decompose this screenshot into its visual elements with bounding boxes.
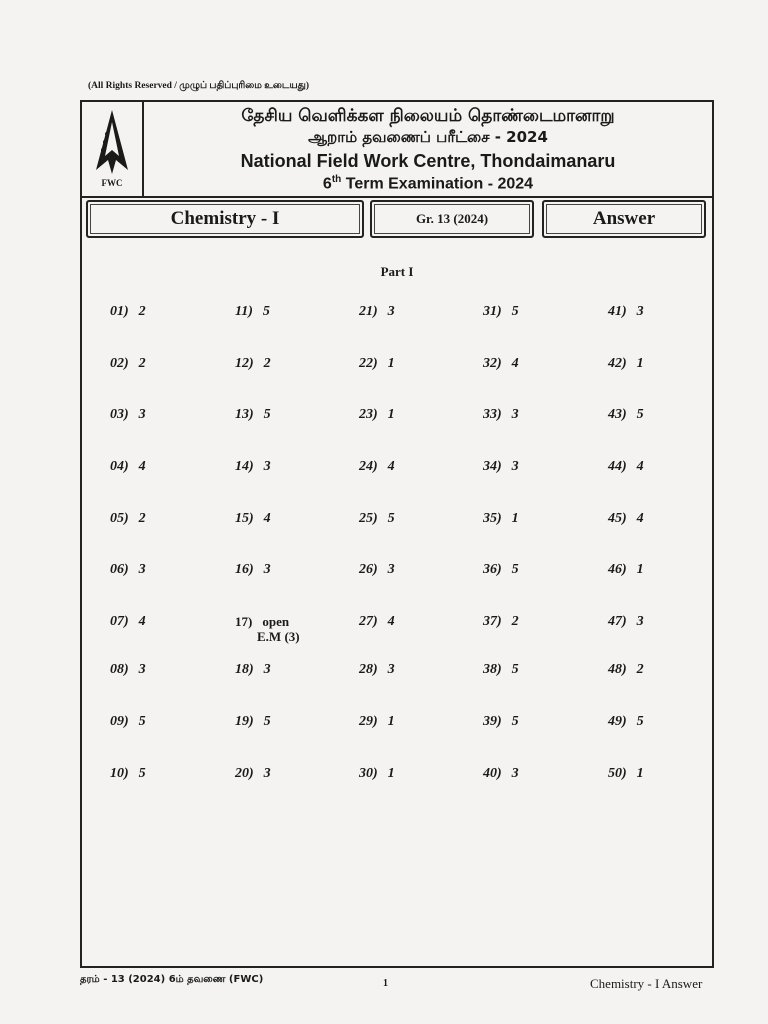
answer-item <box>359 766 395 782</box>
answer-value: 4 <box>636 511 644 526</box>
question-number: 47) <box>608 614 627 629</box>
answer-note: E.M (3) <box>257 629 300 644</box>
answer-value: 4 <box>138 614 146 629</box>
answer-item <box>483 562 519 578</box>
question-number: 40) <box>483 766 502 781</box>
answer-item <box>235 662 271 678</box>
answer-item <box>359 356 395 372</box>
logo-text: FWC <box>101 178 123 188</box>
question-number: 28) <box>359 662 378 677</box>
answer-item <box>483 714 519 730</box>
exam-sup: th <box>331 174 342 185</box>
question-number: 11) <box>235 304 253 319</box>
answer-value: 3 <box>387 304 395 319</box>
answer-item <box>359 562 395 578</box>
answer-value: 5 <box>387 511 395 526</box>
answer-item <box>110 511 146 527</box>
question-number: 12) <box>235 356 254 371</box>
question-number: 09) <box>110 714 129 729</box>
answer-item <box>235 356 271 372</box>
answer-value: 4 <box>511 356 519 371</box>
answer-item <box>608 407 644 423</box>
answer-item <box>359 304 395 320</box>
answer-value: 3 <box>387 662 395 677</box>
header <box>82 102 712 198</box>
question-number: 45) <box>608 511 627 526</box>
answer-value: 3 <box>511 766 519 781</box>
answer-item <box>483 356 519 372</box>
answer-item <box>483 662 519 678</box>
question-number: 36) <box>483 562 502 577</box>
question-number: 50) <box>608 766 627 781</box>
answer-value: 1 <box>636 766 644 781</box>
question-number: 02) <box>110 356 129 371</box>
question-number: 39) <box>483 714 502 729</box>
answer-value: 2 <box>511 614 519 629</box>
answer-value: 1 <box>387 356 395 371</box>
exam-title-line <box>144 174 712 193</box>
rights-notice: (All Rights Reserved / முழுப் பதிப்புரிமை உடையது) <box>88 81 309 91</box>
question-number: 04) <box>110 459 129 474</box>
question-number: 25) <box>359 511 378 526</box>
question-number: 22) <box>359 356 378 371</box>
answer-item <box>235 614 300 644</box>
question-number: 13) <box>235 407 254 422</box>
question-number: 34) <box>483 459 502 474</box>
answer-value: 3 <box>138 562 146 577</box>
answer-item <box>110 614 146 630</box>
question-number: 27) <box>359 614 378 629</box>
answer-value: 5 <box>511 304 519 319</box>
answer-item <box>608 511 644 527</box>
answer-item <box>235 511 271 527</box>
question-number: 48) <box>608 662 627 677</box>
answer-value: 1 <box>387 714 395 729</box>
question-number: 19) <box>235 714 254 729</box>
question-number: 35) <box>483 511 502 526</box>
answer-value: 5 <box>263 407 271 422</box>
question-number: 23) <box>359 407 378 422</box>
answer-value: 4 <box>138 459 146 474</box>
answer-value: 5 <box>138 766 146 781</box>
answer-item <box>110 407 146 423</box>
answer-value: 5 <box>511 714 519 729</box>
tamil-title: தேசிய வெளிக்கள நிலையம் தொண்டைமானாறு <box>241 106 615 126</box>
question-number: 31) <box>483 304 502 319</box>
footer-right: Chemistry - I Answer <box>590 976 703 991</box>
english-title: National Field Work Centre, Thondaimanaru <box>240 151 616 171</box>
answer-item <box>359 614 395 630</box>
question-number: 37) <box>483 614 502 629</box>
answer-value: 4 <box>387 459 395 474</box>
question-number: 26) <box>359 562 378 577</box>
answer-item <box>483 511 519 527</box>
question-number: 21) <box>359 304 378 319</box>
logo-cell <box>82 102 144 196</box>
answer-value: 3 <box>511 407 519 422</box>
tamil-subtitle: ஆறாம் தவணைப் பரீட்சை - 2024 <box>308 128 548 146</box>
answer-item <box>110 714 146 730</box>
answer-item <box>608 714 644 730</box>
answer-value: 2 <box>636 662 644 677</box>
answer-item <box>483 407 519 423</box>
question-number: 07) <box>110 614 129 629</box>
question-number: 03) <box>110 407 129 422</box>
answer-item <box>359 407 395 423</box>
question-number: 08) <box>110 662 129 677</box>
answer-item <box>110 459 146 475</box>
answer-value: 3 <box>387 562 395 577</box>
answer-value: 3 <box>138 407 146 422</box>
answer-item <box>483 614 519 630</box>
question-number: 16) <box>235 562 254 577</box>
answer-value: 3 <box>636 614 644 629</box>
answer-value: 5 <box>636 407 644 422</box>
part-title: Part I <box>380 264 414 279</box>
question-number: 32) <box>483 356 502 371</box>
answer-value: open <box>262 614 290 629</box>
question-number: 41) <box>608 304 627 319</box>
answer-value: 1 <box>511 511 519 526</box>
answer-value: 3 <box>636 304 644 319</box>
answer-item <box>235 766 271 782</box>
fwc-logo-icon <box>92 108 132 178</box>
grade-box: Gr. 13 (2024) <box>370 200 534 238</box>
answer-value: 2 <box>138 304 146 319</box>
answer-item <box>110 304 146 320</box>
question-number: 01) <box>110 304 129 319</box>
question-number: 29) <box>359 714 378 729</box>
answer-value: 5 <box>511 562 519 577</box>
answer-value: 3 <box>138 662 146 677</box>
answer-value: 5 <box>511 662 519 677</box>
answer-value: 4 <box>387 614 395 629</box>
question-number: 24) <box>359 459 378 474</box>
subject-box: Chemistry - I <box>86 200 364 238</box>
question-number: 38) <box>483 662 502 677</box>
answer-value: 5 <box>636 714 644 729</box>
answer-value: 1 <box>387 407 395 422</box>
answer-item <box>235 562 271 578</box>
page-number: 1 <box>383 978 388 989</box>
question-number: 49) <box>608 714 627 729</box>
answer-item <box>110 562 146 578</box>
answer-value: 2 <box>263 356 271 371</box>
answer-item <box>483 304 519 320</box>
question-number: 20) <box>235 766 254 781</box>
answer-item <box>359 511 395 527</box>
question-number: 33) <box>483 407 502 422</box>
question-number: 44) <box>608 459 627 474</box>
answer-item <box>235 714 271 730</box>
answer-value: 3 <box>263 459 271 474</box>
question-number: 42) <box>608 356 627 371</box>
answer-item <box>608 614 644 630</box>
question-number: 43) <box>608 407 627 422</box>
answer-label-box: Answer <box>542 200 706 238</box>
question-number: 10) <box>110 766 129 781</box>
answer-item <box>110 356 146 372</box>
answer-value: 3 <box>263 662 271 677</box>
answer-value: 5 <box>138 714 146 729</box>
answer-value: 2 <box>138 356 146 371</box>
answer-item <box>608 304 644 320</box>
document-frame <box>80 100 714 968</box>
answer-value: 5 <box>263 714 271 729</box>
answer-value: 5 <box>262 304 270 319</box>
answer-item <box>359 662 395 678</box>
question-number: 15) <box>235 511 254 526</box>
question-number: 30) <box>359 766 378 781</box>
answer-value: 3 <box>511 459 519 474</box>
answer-item <box>235 304 270 320</box>
answer-value: 3 <box>263 766 271 781</box>
answer-item <box>608 356 644 372</box>
footer-left: தரம் - 13 (2024) 6ம் தவணை (FWC) <box>80 974 264 985</box>
answer-item <box>483 766 519 782</box>
answer-value: 1 <box>387 766 395 781</box>
answer-item <box>608 562 644 578</box>
question-number: 06) <box>110 562 129 577</box>
answer-item <box>235 459 271 475</box>
answer-value: 1 <box>636 562 644 577</box>
answer-item <box>110 766 146 782</box>
answer-value: 4 <box>636 459 644 474</box>
exam-title: Term Examination - 2024 <box>345 175 534 193</box>
answer-item <box>608 662 644 678</box>
answer-item <box>359 459 395 475</box>
answer-item <box>110 662 146 678</box>
answer-item <box>235 407 271 423</box>
answer-value: 3 <box>263 562 271 577</box>
question-number: 14) <box>235 459 254 474</box>
question-number: 17) <box>235 614 253 629</box>
answer-item <box>608 459 644 475</box>
question-number: 46) <box>608 562 627 577</box>
answer-value: 2 <box>138 511 146 526</box>
answer-value: 1 <box>636 356 644 371</box>
exam-number: 6 <box>322 175 332 193</box>
answer-value: 4 <box>263 511 271 526</box>
question-number: 05) <box>110 511 129 526</box>
question-number: 18) <box>235 662 254 677</box>
answer-item <box>359 714 395 730</box>
answer-item <box>608 766 644 782</box>
answer-item <box>483 459 519 475</box>
